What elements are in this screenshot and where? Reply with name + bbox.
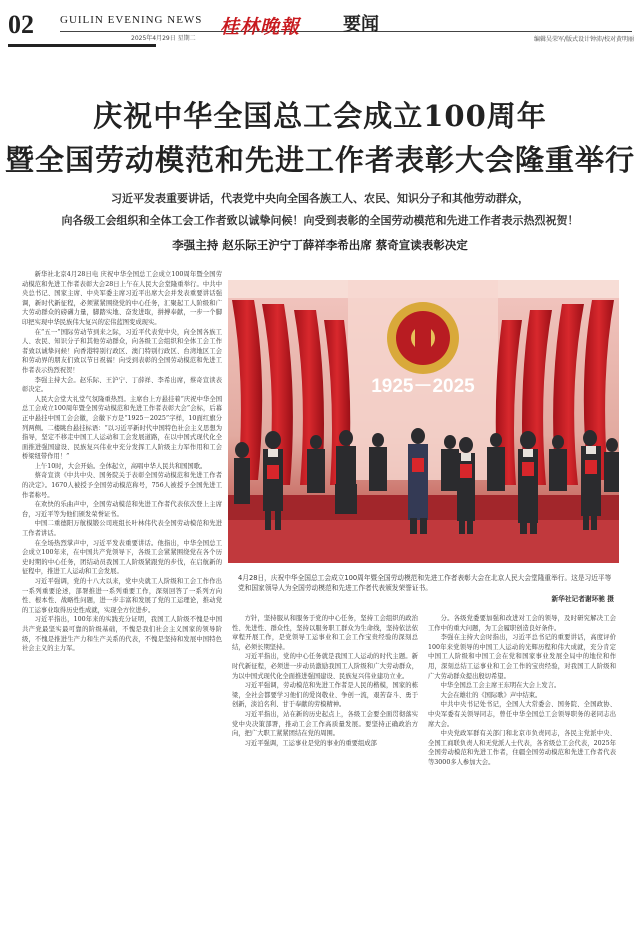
paragraph: 习近平指出，站在新的历史起点上，各级工会要全面贯彻落实党中央决策部署，推动工会工作高质量发展。要坚持正确政治方向，把广大职工紧紧团结在党的周围。 xyxy=(232,710,418,738)
editor-credits: 编辑吴荣军/版式设计钟沛/校对黄明丽 xyxy=(533,36,634,43)
paragraph: 在“五一”国际劳动节到来之际，习近平代表党中央，向全国各族工人、农民、知识分子和其他劳动群众，向各级工会组织和全体工会工作者致以诚挚问候！向香港特别行政区、澳门特别行政区、台湾地区工会和劳动界的朋友们致以节日祝福！向受到表彰的全国劳动模范和先进工作者表示热烈祝贺！ xyxy=(22,328,222,374)
headline-line-1: 庆祝中华全国总工会成立100周年 xyxy=(93,99,547,133)
subheadline-1: 习近平发表重要讲话，代表党中央向全国各族工人、农民、知识分子和其他劳动群众， xyxy=(111,192,529,205)
paragraph: 习近平指出，100年来的实践充分证明，我国工人阶级不愧是中国共产党最坚实最可靠的阶级基础，不愧是我们社会主义国家的领导阶级，不愧是推进生产力和生产关系的代表，不愧是坚持和发展中国特色社会主义的主力军。 xyxy=(22,616,222,653)
article-column-1 xyxy=(22,270,222,925)
paragraph: 李强在主持大会时指出，习近平总书记的重要讲话，高度评价100年来党领导的中国工人运动的光辉历程和伟大成就，充分肯定中国工人阶级和中国工会在党和国家事业发展全局中的地位和作用，深刻总结工运事业和工会工作的宝贵经验，对我国工人阶级和广大劳动群众提出殷切希望。 xyxy=(428,634,616,680)
paragraph: 新华社北京4月28日电 庆祝中华全国总工会成立100周年暨全国劳动模范和先进工作者表彰大会28日上午在人民大会堂隆重举行。中共中央总书记、国家主席、中央军委主席习近平出席大会并发表重要讲话强调，新时代新征程，必须紧紧围绕党的中心任务，汇聚起工人阶级和广大劳动群众的磅礴力量，脚踏实地、奋发进取，拼搏奉献，一步一个脚印把实现中华民族伟大复兴的宏伟蓝图变成现实。 xyxy=(22,271,222,326)
paragraph: 习近平指出，党的中心任务就是我国工人运动的时代主题。新时代新征程，必须进一步动员激励我国工人阶级和广大劳动群众，为以中国式现代化全面推进强国建设、民族复兴伟业建功立业。 xyxy=(232,653,418,680)
section-title: 要闻 xyxy=(343,14,379,35)
paragraph: 李强主持大会。赵乐际、王沪宁、丁薛祥、李希出席，蔡奇宣读表彰决定。 xyxy=(22,376,222,394)
article-column-3 xyxy=(428,614,616,926)
paragraph: 中华全国总工会主席王东明在大会上发言。 xyxy=(440,682,561,690)
issue-date: 2025年4月29日 星期二 xyxy=(131,35,196,42)
evening-news-title: GUILIN EVENING NEWS xyxy=(60,14,203,26)
paragraph: 中国二重德阳万航模锻公司班组长叶林伟代表全国劳动模范和先进工作者讲话。 xyxy=(22,520,222,538)
paragraph: 习近平强调，劳动模范和先进工作者是人民的楷模，国家的栋梁，全社会都要学习他们的爱岗敬业、争创一流，艰苦奋斗、勇于创新，淡泊名利、甘于奉献的劳模精神。 xyxy=(232,682,418,709)
paragraph: 中共中央书记处书记，全国人大常委会、国务院、全国政协、中央军委有关领导同志，曾任中华全国总工会领导职务的老同志出席大会。 xyxy=(428,701,616,728)
paragraph: 人民大会堂大礼堂气氛隆重热烈。主席台上方悬挂着“庆祝中华全国总工会成立100周年暨全国劳动模范和先进工作者表彰大会”会标，后幕正中悬挂中国工会会徽，会徽下方是“1925－2025”字样，10面红旗分列两侧。二楼眺台悬挂标语：“以习近平新时代中国特色社会主义思想为指导，坚定不移走中国工人运动和工会发展道路，在以中国式现代化全面推进强国建设、民族复兴伟业中充分发挥工人阶级主力军作用和工会桥梁纽带作用！” xyxy=(22,395,222,461)
ceremony-photo xyxy=(228,280,619,563)
page-number: 02 xyxy=(8,10,34,39)
paragraph: 分。各级党委要加强和改进对工会的领导，及时研究解决工会工作中的重大问题，为工会履职创造良好条件。 xyxy=(428,615,616,632)
paragraph: 中央党政军群有关部门和北京市负责同志，各民主党派中央、全国工商联负责人和无党派人士代表，各省级总工会代表，2025年全国劳动模范和先进工作者，住疆全国劳动模范和先进工作者代表等3000多人参加大会。 xyxy=(428,730,616,766)
paragraph: 在欢快的乐曲声中，全国劳动模范和先进工作者代表依次登上主席台，习近平等为他们颁发荣誉证书。 xyxy=(22,501,222,518)
masthead xyxy=(0,0,640,46)
masthead-thick-rule xyxy=(8,44,156,47)
paragraph: 方针，坚持服从和服务于党的中心任务，坚持工会组织的政治性、先进性、群众性，坚持以服务职工群众为生命线，坚持依法依章程开展工作，是党领导工运事业和工会工作宝贵经验的深刻总结，必须长期坚持。 xyxy=(232,615,418,651)
paragraph: 在全场热烈掌声中，习近平发表重要讲话。他指出，中华全国总工会成立100年来，在中国共产党领导下，各级工会紧紧围绕党在各个历史时期的中心任务，团结动员我国工人阶级紧跟党的步伐，在启航新的征程中，推进工人运动和工会发展。 xyxy=(22,539,222,576)
paragraph: 习近平强调，党的十八大以来，党中央就工人阶级和工会工作作出一系列重要论述，部署推进一系列重要工作，深刻回答了一系列方向性、根本性、战略性问题，进一步丰富和发展了党的工运理论，推动党的工运事业取得历史性成就，实现全方位进步。 xyxy=(22,578,222,614)
photo-credit: 新华社记者谢环驰 摄 xyxy=(551,595,614,603)
byline: 李强主持 赵乐际王沪宁丁薛祥李希出席 蔡奇宣读表彰决定 xyxy=(172,238,468,252)
paragraph: 大会在雄壮的《国际歌》声中结束。 xyxy=(440,691,542,699)
subheadline-2: 向各级工会组织和全体工会工作者致以诚挚问候！向受到表彰的全国劳动模范和先进工作者表示热烈祝贺！ xyxy=(61,214,579,227)
paragraph: 习近平强调，工运事业是党的事业的重要组成部 xyxy=(244,739,377,747)
paragraph: 蔡奇宣读《中共中央、国务院关于表彰全国劳动模范和先进工作者的决定》。1670人被授予全国劳动模范称号，756人被授予全国先进工作者称号。 xyxy=(22,472,222,499)
article-column-2 xyxy=(232,614,418,926)
paragraph: 上午10时，大会开始。全体起立，高唱中华人民共和国国歌。 xyxy=(34,462,207,470)
emblem-years: 1925－2025 xyxy=(371,376,475,397)
newspaper-logo: 桂林晚報 xyxy=(220,16,301,38)
ceremony-photo-illustration xyxy=(228,280,619,563)
photo-caption: 4月28日，庆祝中华全国总工会成立100周年暨全国劳动模范和先进工作者表彰大会在北京人民大会堂隆重举行。这是习近平等党和国家领导人为全国劳动模范和先进工作者代表颁发荣誉证书。 xyxy=(238,574,612,592)
headline-line-2: 暨全国劳动模范和先进工作者表彰大会隆重举行 xyxy=(4,143,635,177)
